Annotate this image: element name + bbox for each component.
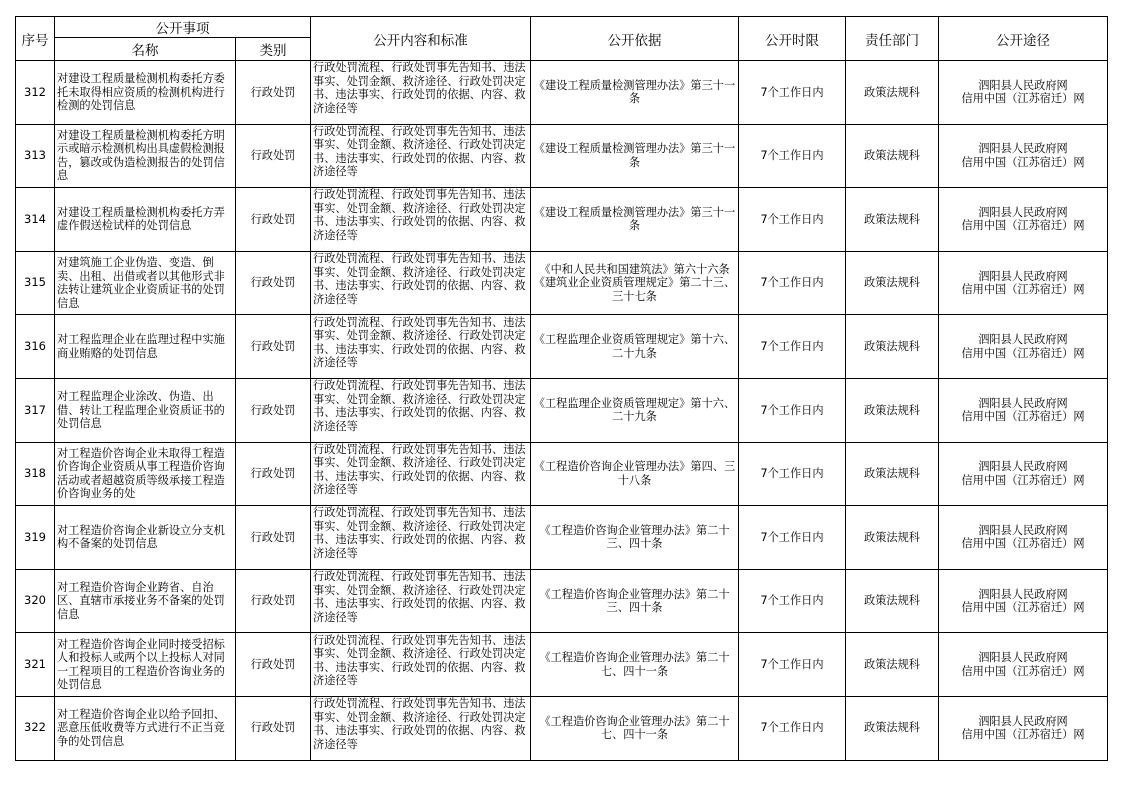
row-category: 行政处罚 <box>236 569 311 633</box>
channel-county-site: 泗阳县人民政府网 <box>978 651 1068 665</box>
row-basis: 《中和人民共和国建筑法》第六十六条《建筑业企业资质管理规定》第二十三、三十七条 <box>531 251 739 315</box>
row-content: 行政处罚流程、行政处罚事先告知书、违法事实、处罚金额、救济途径、行政处罚决定书、违法事实、行政处罚的依据、内容、救济途径等 <box>311 696 531 760</box>
channel-credit-china: 信用中国（江苏宿迁）网 <box>961 346 1085 360</box>
row-time-limit: 7个工作日内 <box>739 569 846 633</box>
header-seq: 序号 <box>16 17 55 61</box>
row-seq: 319 <box>16 506 55 570</box>
table-row <box>16 188 1108 252</box>
table-row <box>16 378 1108 442</box>
row-content: 行政处罚流程、行政处罚事先告知书、违法事实、处罚金额、救济途径、行政处罚决定书、违法事实、行政处罚的依据、内容、救济途径等 <box>311 378 531 442</box>
row-content: 行政处罚流程、行政处罚事先告知书、违法事实、处罚金额、救济途径、行政处罚决定书、违法事实、行政处罚的依据、内容、救济途径等 <box>311 506 531 570</box>
table-row <box>16 251 1108 315</box>
row-basis: 《工程造价咨询企业管理办法》第四、三十八条 <box>531 442 739 506</box>
channel-county-site: 泗阳县人民政府网 <box>978 78 1068 92</box>
row-department: 政策法规科 <box>846 124 939 188</box>
header-department: 责任部门 <box>846 17 939 61</box>
header-content: 公开内容和标准 <box>311 17 531 61</box>
row-time-limit: 7个工作日内 <box>739 315 846 379</box>
table-row <box>16 315 1108 379</box>
row-category: 行政处罚 <box>236 188 311 252</box>
row-time-limit: 7个工作日内 <box>739 506 846 570</box>
row-name: 对工程造价咨询企业以给予回扣、恶意压低收费等方式进行不正当竞争的处罚信息 <box>55 696 236 760</box>
row-department: 政策法规科 <box>846 315 939 379</box>
row-name: 对建设工程质量检测机构委托方委托未取得相应资质的检测机构进行检测的处罚信息 <box>55 61 236 125</box>
header-category: 类别 <box>236 38 311 61</box>
row-department: 政策法规科 <box>846 188 939 252</box>
row-time-limit: 7个工作日内 <box>739 378 846 442</box>
row-channel <box>939 633 1108 697</box>
row-department: 政策法规科 <box>846 442 939 506</box>
row-basis: 《工程造价咨询企业管理办法》第二十七、四十一条 <box>531 633 739 697</box>
channel-county-site: 泗阳县人民政府网 <box>978 333 1068 347</box>
table-row <box>16 124 1108 188</box>
table-row <box>16 696 1108 760</box>
channel-credit-china: 信用中国（江苏宿迁）网 <box>961 155 1085 169</box>
channel-credit-china: 信用中国（江苏宿迁）网 <box>961 283 1085 297</box>
row-content: 行政处罚流程、行政处罚事先告知书、违法事实、处罚金额、救济途径、行政处罚决定书、违法事实、行政处罚的依据、内容、救济途径等 <box>311 633 531 697</box>
channel-county-site: 泗阳县人民政府网 <box>978 460 1068 474</box>
row-channel <box>939 442 1108 506</box>
row-content: 行政处罚流程、行政处罚事先告知书、违法事实、处罚金额、救济途径、行政处罚决定书、违法事实、行政处罚的依据、内容、救济途径等 <box>311 442 531 506</box>
row-name: 对建设工程质量检测机构委托方明示或暗示检测机构出具虚假检测报告，篡改或伪造检测报告的处罚信息 <box>55 124 236 188</box>
row-time-limit: 7个工作日内 <box>739 61 846 125</box>
row-basis: 《工程造价咨询企业管理办法》第二十三、四十条 <box>531 506 739 570</box>
channel-county-site: 泗阳县人民政府网 <box>978 523 1068 537</box>
row-channel <box>939 378 1108 442</box>
channel-credit-china: 信用中国（江苏宿迁）网 <box>961 92 1085 106</box>
row-department: 政策法规科 <box>846 633 939 697</box>
channel-credit-china: 信用中国（江苏宿迁）网 <box>961 537 1085 551</box>
row-channel <box>939 506 1108 570</box>
row-basis: 《建设工程质量检测管理办法》第三十一条 <box>531 188 739 252</box>
row-time-limit: 7个工作日内 <box>739 633 846 697</box>
row-time-limit: 7个工作日内 <box>739 442 846 506</box>
table-header <box>16 17 1108 61</box>
row-channel <box>939 315 1108 379</box>
row-time-limit: 7个工作日内 <box>739 696 846 760</box>
row-seq: 318 <box>16 442 55 506</box>
row-department: 政策法规科 <box>846 251 939 315</box>
channel-county-site: 泗阳县人民政府网 <box>978 142 1068 156</box>
disclosure-table <box>15 16 1108 761</box>
row-channel <box>939 696 1108 760</box>
row-department: 政策法规科 <box>846 696 939 760</box>
row-channel <box>939 188 1108 252</box>
row-basis: 《工程监理企业资质管理规定》第十六、二十九条 <box>531 315 739 379</box>
row-category: 行政处罚 <box>236 506 311 570</box>
row-seq: 320 <box>16 569 55 633</box>
row-basis: 《工程造价咨询企业管理办法》第二十七、四十一条 <box>531 696 739 760</box>
row-seq: 315 <box>16 251 55 315</box>
row-seq: 314 <box>16 188 55 252</box>
row-basis: 《工程造价咨询企业管理办法》第二十三、四十条 <box>531 569 739 633</box>
row-name: 对工程造价咨询企业新设立分支机构不备案的处罚信息 <box>55 506 236 570</box>
row-content: 行政处罚流程、行政处罚事先告知书、违法事实、处罚金额、救济途径、行政处罚决定书、违法事实、行政处罚的依据、内容、救济途径等 <box>311 251 531 315</box>
row-time-limit: 7个工作日内 <box>739 188 846 252</box>
table-row <box>16 633 1108 697</box>
row-department: 政策法规科 <box>846 569 939 633</box>
row-time-limit: 7个工作日内 <box>739 251 846 315</box>
row-content: 行政处罚流程、行政处罚事先告知书、违法事实、处罚金额、救济途径、行政处罚决定书、违法事实、行政处罚的依据、内容、救济途径等 <box>311 315 531 379</box>
header-name: 名称 <box>55 38 236 61</box>
row-name: 对工程监理企业在监理过程中实施商业贿赂的处罚信息 <box>55 315 236 379</box>
row-channel <box>939 251 1108 315</box>
row-basis: 《建设工程质量检测管理办法》第三十一条 <box>531 61 739 125</box>
row-category: 行政处罚 <box>236 315 311 379</box>
row-category: 行政处罚 <box>236 124 311 188</box>
header-item-group: 公开事项 <box>55 17 311 38</box>
table-row <box>16 61 1108 125</box>
row-channel <box>939 124 1108 188</box>
header-basis: 公开依据 <box>531 17 739 61</box>
row-content: 行政处罚流程、行政处罚事先告知书、违法事实、处罚金额、救济途径、行政处罚决定书、违法事实、行政处罚的依据、内容、救济途径等 <box>311 188 531 252</box>
channel-county-site: 泗阳县人民政府网 <box>978 205 1068 219</box>
channel-credit-china: 信用中国（江苏宿迁）网 <box>961 473 1085 487</box>
channel-county-site: 泗阳县人民政府网 <box>978 714 1068 728</box>
row-name: 对工程造价咨询企业跨省、自治区、直辖市承接业务不备案的处罚信息 <box>55 569 236 633</box>
row-category: 行政处罚 <box>236 633 311 697</box>
row-category: 行政处罚 <box>236 251 311 315</box>
row-channel <box>939 61 1108 125</box>
row-name: 对工程造价咨询企业同时接受招标人和投标人或两个以上投标人对同一工程项目的工程造价咨询业务的处罚信息 <box>55 633 236 697</box>
row-seq: 322 <box>16 696 55 760</box>
row-name: 对工程监理企业涂改、伪造、出借、转让工程监理企业资质证书的处罚信息 <box>55 378 236 442</box>
row-seq: 316 <box>16 315 55 379</box>
channel-county-site: 泗阳县人民政府网 <box>978 396 1068 410</box>
header-time-limit: 公开时限 <box>739 17 846 61</box>
row-content: 行政处罚流程、行政处罚事先告知书、违法事实、处罚金额、救济途径、行政处罚决定书、违法事实、行政处罚的依据、内容、救济途径等 <box>311 61 531 125</box>
table-row <box>16 442 1108 506</box>
row-name: 对建筑施工企业伪造、变造、倒卖、出租、出借或者以其他形式非法转让建筑业企业资质证书的处罚信息 <box>55 251 236 315</box>
channel-credit-china: 信用中国（江苏宿迁）网 <box>961 664 1085 678</box>
channel-county-site: 泗阳县人民政府网 <box>978 587 1068 601</box>
row-content: 行政处罚流程、行政处罚事先告知书、违法事实、处罚金额、救济途径、行政处罚决定书、违法事实、行政处罚的依据、内容、救济途径等 <box>311 569 531 633</box>
table-body <box>16 61 1108 761</box>
header-channel: 公开途径 <box>939 17 1108 61</box>
row-category: 行政处罚 <box>236 378 311 442</box>
channel-credit-china: 信用中国（江苏宿迁）网 <box>961 219 1085 233</box>
row-department: 政策法规科 <box>846 506 939 570</box>
table-row <box>16 569 1108 633</box>
row-category: 行政处罚 <box>236 61 311 125</box>
row-seq: 317 <box>16 378 55 442</box>
row-seq: 312 <box>16 61 55 125</box>
row-department: 政策法规科 <box>846 378 939 442</box>
channel-county-site: 泗阳县人民政府网 <box>978 269 1068 283</box>
row-seq: 313 <box>16 124 55 188</box>
channel-credit-china: 信用中国（江苏宿迁）网 <box>961 728 1085 742</box>
row-basis: 《工程监理企业资质管理规定》第十六、二十九条 <box>531 378 739 442</box>
channel-credit-china: 信用中国（江苏宿迁）网 <box>961 410 1085 424</box>
row-channel <box>939 569 1108 633</box>
row-basis: 《建设工程质量检测管理办法》第三十一条 <box>531 124 739 188</box>
table-row <box>16 506 1108 570</box>
row-category: 行政处罚 <box>236 696 311 760</box>
channel-credit-china: 信用中国（江苏宿迁）网 <box>961 601 1085 615</box>
row-content: 行政处罚流程、行政处罚事先告知书、违法事实、处罚金额、救济途径、行政处罚决定书、违法事实、行政处罚的依据、内容、救济途径等 <box>311 124 531 188</box>
row-department: 政策法规科 <box>846 61 939 125</box>
row-seq: 321 <box>16 633 55 697</box>
row-name: 对建设工程质量检测机构委托方弄虚作假送检试样的处罚信息 <box>55 188 236 252</box>
row-category: 行政处罚 <box>236 442 311 506</box>
row-time-limit: 7个工作日内 <box>739 124 846 188</box>
row-name: 对工程造价咨询企业未取得工程造价咨询企业资质从事工程造价咨询活动或者超越资质等级承接工程造价咨询业务的处 <box>55 442 236 506</box>
